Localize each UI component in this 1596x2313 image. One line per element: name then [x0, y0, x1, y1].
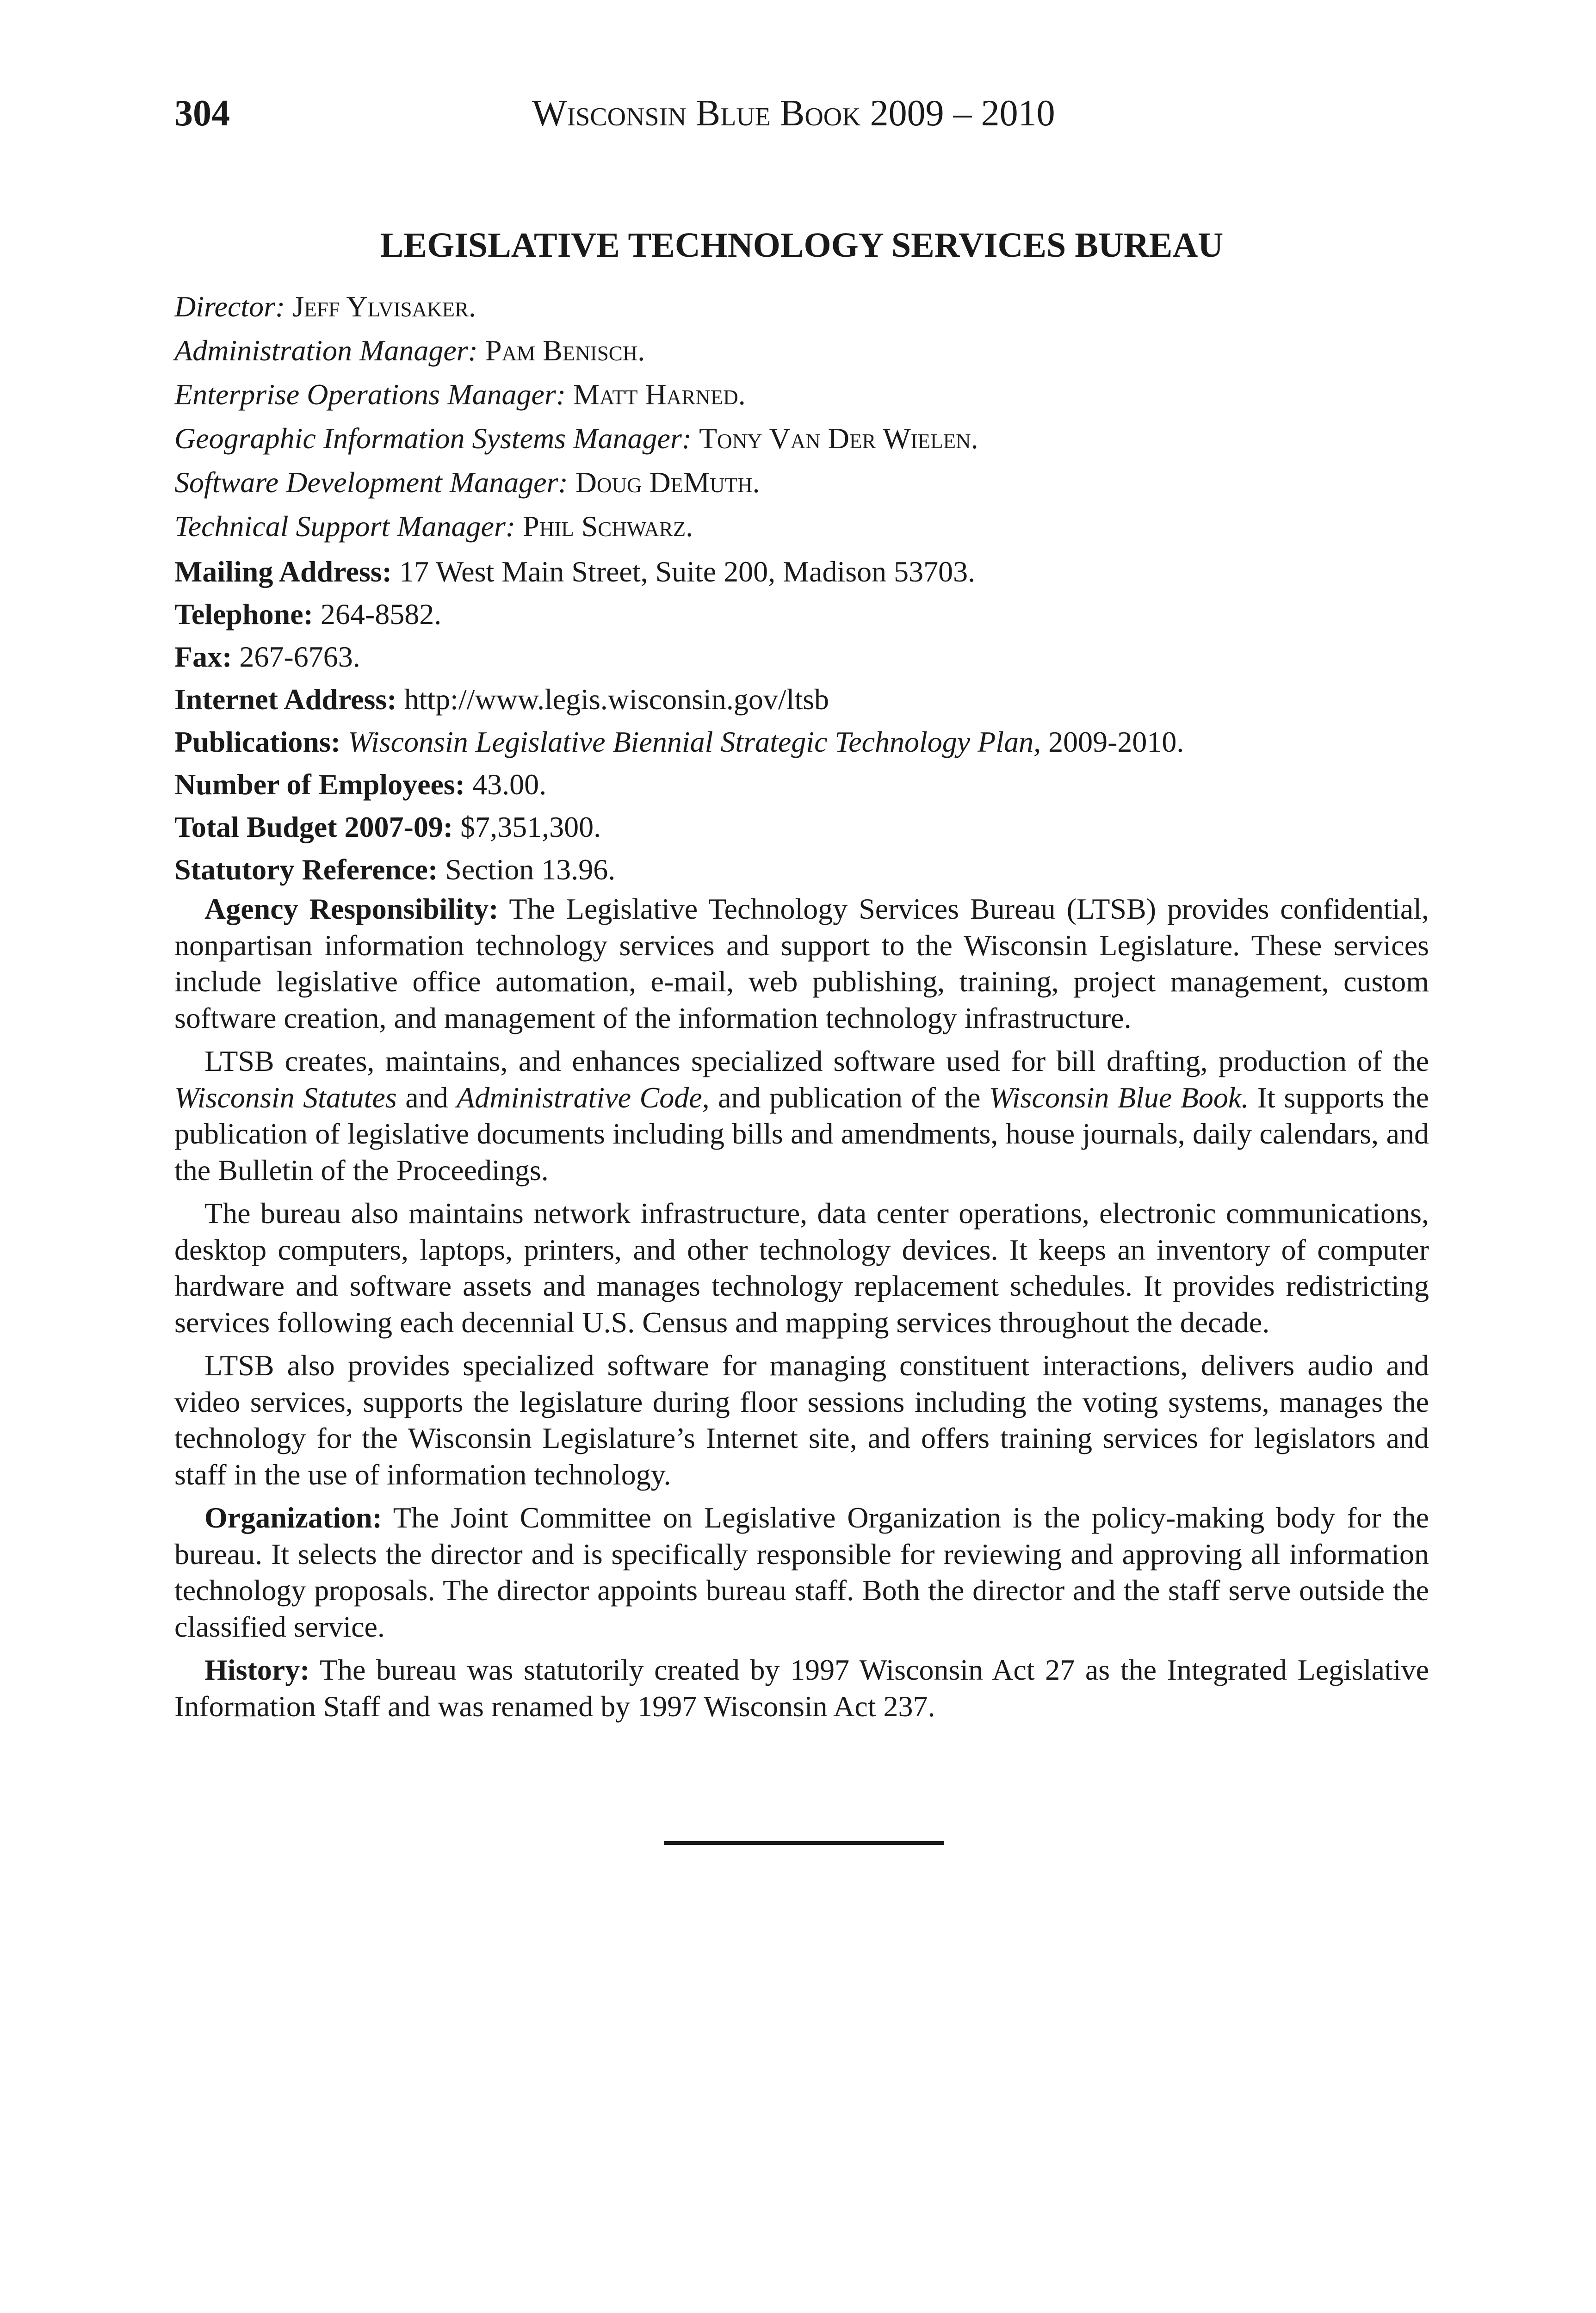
infrastructure-paragraph: The bureau also maintains network infrastructure, data center operations, electronic communications, desktop computers, laptops, printers, and other technology devices. It keeps an inventory of computer hardware and software assets and manages technology replacement schedules. It provides redistricting services following each decennial U.S. Census and mapping services throughout the decade. [174, 1197, 1429, 1339]
paragraph-text: LTSB creates, maintains, and enhances specialized software used for bill drafting, production of the [204, 1045, 1429, 1077]
staff-line [174, 460, 1429, 504]
paragraph-text: The Legislative Technology Services Bureau (LTSB) provides confidential, nonpartisan information technology services and support to the Wisconsin Legislature. These services include legislative office automation, e-mail, web publishing, training, project management, custom software creation, and management of the information technology infrastructure. [174, 892, 1429, 1034]
publication-title: Wisconsin Legislative Biennial Strategic Technology Plan, [348, 725, 1041, 758]
paragraph-text: The Joint Committee on Legislative Organization is the policy-making body for the bureau. It selects the director and is specifically responsible for reviewing and approving all information technology proposals. The director appoints bureau staff. Both the director and the staff serve outside the classified service. [174, 1501, 1429, 1643]
field-value: 43.00. [465, 768, 547, 801]
running-header [0, 88, 1596, 139]
publication-title: Wisconsin Statutes [174, 1081, 397, 1114]
publication-title: Wisconsin Blue Book. [989, 1081, 1249, 1114]
number-of-employees [174, 763, 1429, 806]
staff-list [174, 284, 1429, 548]
publication-title: Administrative Code, [457, 1081, 710, 1114]
page-title: LEGISLATIVE TECHNOLOGY SERVICES BUREAU [380, 226, 1224, 265]
services-paragraph: LTSB also provides specialized software for managing constituent interactions, delivers audio and video services, supports the legislature during floor sessions including the voting systems, manages the technology for the Wisconsin Legislature’s Internet site, and offers training services for legislators and staff in the use of information technology. [174, 1349, 1429, 1491]
field-value: 267-6763. [232, 640, 360, 673]
staff-role: Director: [174, 290, 285, 323]
field-label: Fax: [174, 640, 232, 673]
section-divider [664, 1841, 944, 1845]
staff-line [174, 372, 1429, 416]
staff-role: Technical Support Manager: [174, 510, 516, 543]
staff-name: Doug DeMuth. [575, 466, 760, 499]
page-number: 304 [174, 93, 230, 134]
paragraph-label: Organization: [204, 1501, 382, 1534]
paragraph-label: Agency Responsibility: [204, 892, 499, 925]
staff-name: Matt Harned. [573, 378, 746, 411]
field-value: $7,351,300. [453, 810, 601, 843]
publications [174, 721, 1429, 763]
field-label: Statutory Reference: [174, 853, 438, 886]
field-value: Section 13.96. [438, 853, 616, 886]
staff-name: Pam Benisch. [485, 334, 645, 367]
staff-line [174, 284, 1429, 328]
paragraph-text: and [396, 1081, 457, 1114]
telephone [174, 593, 1429, 636]
organization-paragraph [174, 1500, 1429, 1645]
staff-name: Phil Schwarz. [523, 510, 693, 543]
agency-responsibility-paragraph [174, 891, 1429, 1036]
mailing-address [174, 550, 1429, 593]
paragraph-text: The bureau was statutorily created by 1997 Wisconsin Act 27 as the Integrated Legislative Information Staff and was renamed by 1997 Wisconsin Act 237. [174, 1653, 1429, 1723]
field-label: Number of Employees: [174, 768, 465, 801]
field-value: 264-8582. [313, 598, 442, 631]
staff-role: Administration Manager: [174, 334, 478, 367]
article [174, 220, 1429, 1725]
running-title: Wisconsin Blue Book 2009 – 2010 [532, 93, 1055, 134]
paragraph-text: It supports the publication of legislative documents including bills and amendments, house journals, daily calendars, and the Bulletin of the Proceedings. [174, 1081, 1429, 1187]
statutory-reference [174, 848, 1429, 891]
staff-line [174, 328, 1429, 372]
staff-name: Jeff Ylvisaker. [292, 290, 476, 323]
fax [174, 636, 1429, 678]
staff-role: Geographic Information Systems Manager: [174, 422, 692, 455]
paragraph-label: History: [204, 1653, 310, 1686]
history-paragraph [174, 1652, 1429, 1725]
staff-name: Tony Van Der Wielen. [699, 422, 978, 455]
internet-address [174, 678, 1429, 721]
staff-line [174, 504, 1429, 548]
field-value: 17 West Main Street, Suite 200, Madison 53703. [392, 555, 976, 588]
staff-role: Software Development Manager: [174, 466, 568, 499]
website-link[interactable]: http://www.legis.wisconsin.gov/ltsb [396, 683, 829, 716]
contact-info [174, 550, 1429, 891]
software-paragraph [174, 1043, 1429, 1188]
paragraph-text: and publication of the [709, 1081, 989, 1114]
field-label: Internet Address: [174, 683, 397, 716]
field-label: Publications: [174, 725, 341, 758]
total-budget [174, 806, 1429, 848]
field-value: 2009-2010. [1041, 725, 1184, 758]
field-label: Telephone: [174, 598, 313, 631]
staff-role: Enterprise Operations Manager: [174, 378, 566, 411]
field-label: Mailing Address: [174, 555, 392, 588]
staff-line [174, 416, 1429, 460]
field-label: Total Budget 2007-09: [174, 810, 453, 843]
